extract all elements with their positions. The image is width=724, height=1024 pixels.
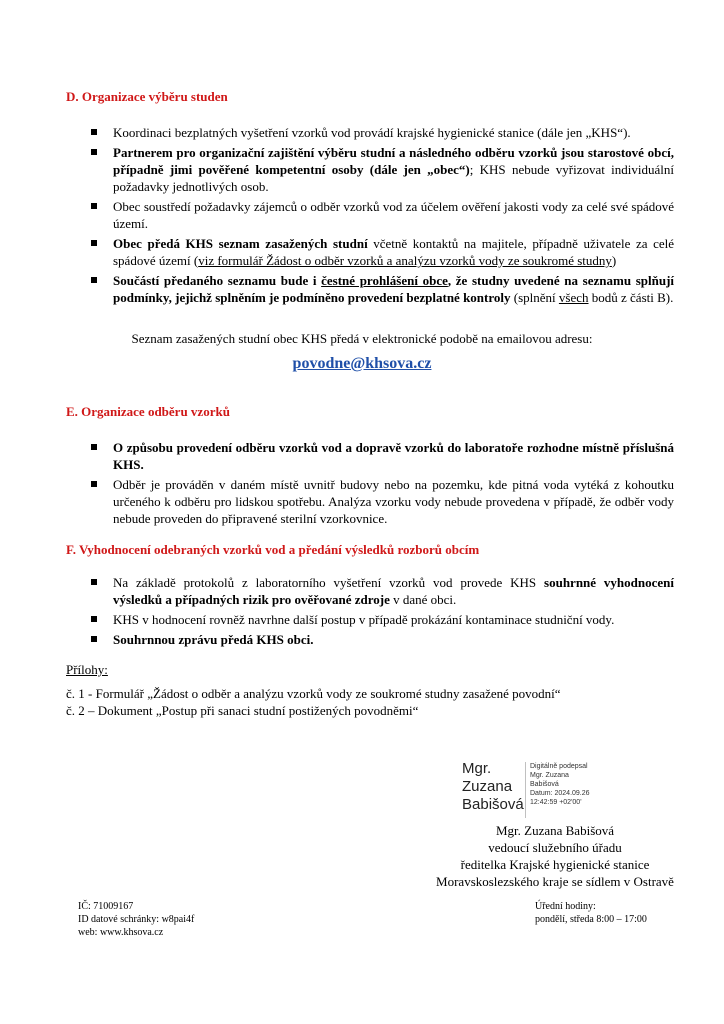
list-item-text: O způsobu provedení odběru vzorků vod a dopravě vzorků do laboratoře rozhodne místně příslušná KHS.	[113, 440, 674, 472]
footer-office-hours	[535, 900, 647, 926]
list-item	[90, 476, 674, 527]
bullet-icon	[91, 616, 97, 622]
email-intro: Seznam zasažených studní obec KHS předá v elektronické podobě na emailovou adresu:	[131, 331, 593, 346]
bullet-icon	[91, 129, 97, 135]
list-item	[90, 574, 674, 608]
office-hours-title: Úřední hodiny:	[535, 901, 596, 912]
list-item-text: Koordinaci bezplatných vyšetření vzorků vod provádí krajské hygienické stanice (dále jen „KHS“).	[113, 125, 631, 140]
list-item-text: ; KHS nebude vyřizovat individuální požadavky jednotlivých osob.	[113, 162, 674, 194]
list-item-text: bodů z části B).	[588, 290, 674, 305]
signer-name: Mgr. Zuzana Babišová	[495, 823, 615, 838]
signature-meta-line: Digitálně podepsal	[530, 763, 588, 770]
list-item	[90, 198, 674, 232]
bullet-icon	[91, 240, 97, 246]
list-item-text: Souhrnnou zprávu předá KHS obci.	[113, 632, 314, 647]
list-item	[90, 144, 674, 195]
signature-meta-line: Datum: 2024.09.26	[530, 790, 590, 797]
list-item	[90, 631, 674, 648]
signature-meta-line: 12:42:59 +02'00'	[530, 799, 582, 806]
list-item-text: Odběr je prováděn v daném místě uvnitř budovy nebo na pozemku, kde pitná voda vytéká z kohoutku určeného k odběru pro lidskou spotřebu. Analýza vzorku vody nebude provedena v případě, že odběr vody nebude proveden do připravené sterilní vzorkovnice.	[113, 477, 674, 526]
list-item-text: KHS v hodnocení rovněž navrhne další postup v případě prokázání kontaminace studniční vody.	[113, 612, 615, 627]
list-item	[90, 439, 674, 473]
section-e-list	[90, 439, 674, 530]
bullet-icon	[91, 277, 97, 283]
footer-contacts	[78, 900, 194, 939]
list-item-text: čestné prohlášení obce	[321, 273, 448, 288]
list-item-text: v dané obci.	[389, 592, 457, 607]
signer-role: ředitelka Krajské hygienické stanice	[460, 857, 650, 872]
signature-name-line: Zuzana	[462, 778, 513, 795]
bullet-icon	[91, 149, 97, 155]
list-item-text: viz formulář Žádost o odběr vzorků a analýzu vzorků vody ze soukromé studny	[198, 253, 612, 268]
section-d-heading: D. Organizace výběru studen	[66, 89, 228, 104]
list-item	[90, 272, 674, 306]
signature-name-line: Mgr.	[462, 760, 492, 777]
section-f-list	[90, 574, 674, 651]
list-item	[90, 235, 674, 269]
signature-divider	[525, 762, 526, 818]
digital-signature	[462, 760, 602, 820]
list-item-text: souhrnné vyhodnocení výsledků a případných rizik pro ověřované zdroje	[113, 575, 674, 607]
bullet-icon	[91, 579, 97, 585]
list-item-text: )	[611, 253, 617, 268]
list-item-text: včetně kontaktů na majitele, případně uživatele za celé spádové území (	[113, 236, 674, 268]
footer-data-box: ID datové schránky: w8pai4f	[78, 914, 195, 925]
list-item-text: Obec předá KHS seznam zasažených studní	[113, 236, 368, 251]
bullet-icon	[91, 636, 97, 642]
attachment-line-1: č. 1 - Formulář „Žádost o odběr a analýzu vzorků vody ze soukromé studny zasažené povodní“	[66, 686, 561, 701]
signature-meta-line: Babišová	[530, 781, 559, 788]
signature-name-line: Babišová	[462, 796, 524, 813]
list-item-text: , že studny uvedené na seznamu splňují podmínky, jejichž splněním je podmíněno provedení bezplatné kontroly	[113, 273, 675, 305]
section-f-heading: F. Vyhodnocení odebraných vzorků vod a předání výsledků rozborů obcím	[66, 542, 480, 557]
bullet-icon	[91, 444, 97, 450]
signature-name	[462, 760, 524, 814]
list-item-text: Partnerem pro organizační zajištění výběru studní a následného odběru vzorků jsou starostové obcí, případně jimi pověřené kompetentní osoby (dále jen „obec“)	[113, 145, 674, 177]
list-item	[90, 124, 674, 141]
list-item-text: Obec soustředí požadavky zájemců o odběr vzorků vod za účelem ověření jakosti vody za celé své spádové území.	[113, 199, 674, 231]
office-hours-value: pondělí, středa 8:00 – 17:00	[535, 914, 647, 925]
list-item-text: Na základě protokolů z laboratorního vyšetření vzorků vod provede KHS	[113, 575, 545, 590]
footer-web[interactable]: web: www.khsova.cz	[78, 927, 164, 938]
section-d-list	[90, 124, 674, 309]
bullet-icon	[91, 481, 97, 487]
signer-role: Moravskoslezského kraje se sídlem v Ostravě	[436, 874, 674, 889]
section-e-heading: E. Organizace odběru vzorků	[66, 404, 230, 419]
bullet-icon	[91, 203, 97, 209]
list-item-text: všech	[558, 290, 589, 305]
email-link[interactable]: povodne@khsova.cz	[292, 355, 432, 372]
attachment-line-2: č. 2 – Dokument „Postup při sanaci studní postižených povodněmi“	[66, 703, 419, 718]
signature-meta	[530, 762, 590, 807]
signature-meta-line: Mgr. Zuzana	[530, 772, 569, 779]
attachments-title: Přílohy:	[66, 662, 108, 677]
signer-block	[390, 822, 720, 890]
list-item-text: (splnění	[510, 290, 559, 305]
list-item	[90, 611, 674, 628]
signer-role: vedoucí služebního úřadu	[488, 840, 622, 855]
list-item-text: Součástí předaného seznamu bude i	[113, 273, 322, 288]
footer-ico: IČ: 71009167	[78, 901, 134, 912]
